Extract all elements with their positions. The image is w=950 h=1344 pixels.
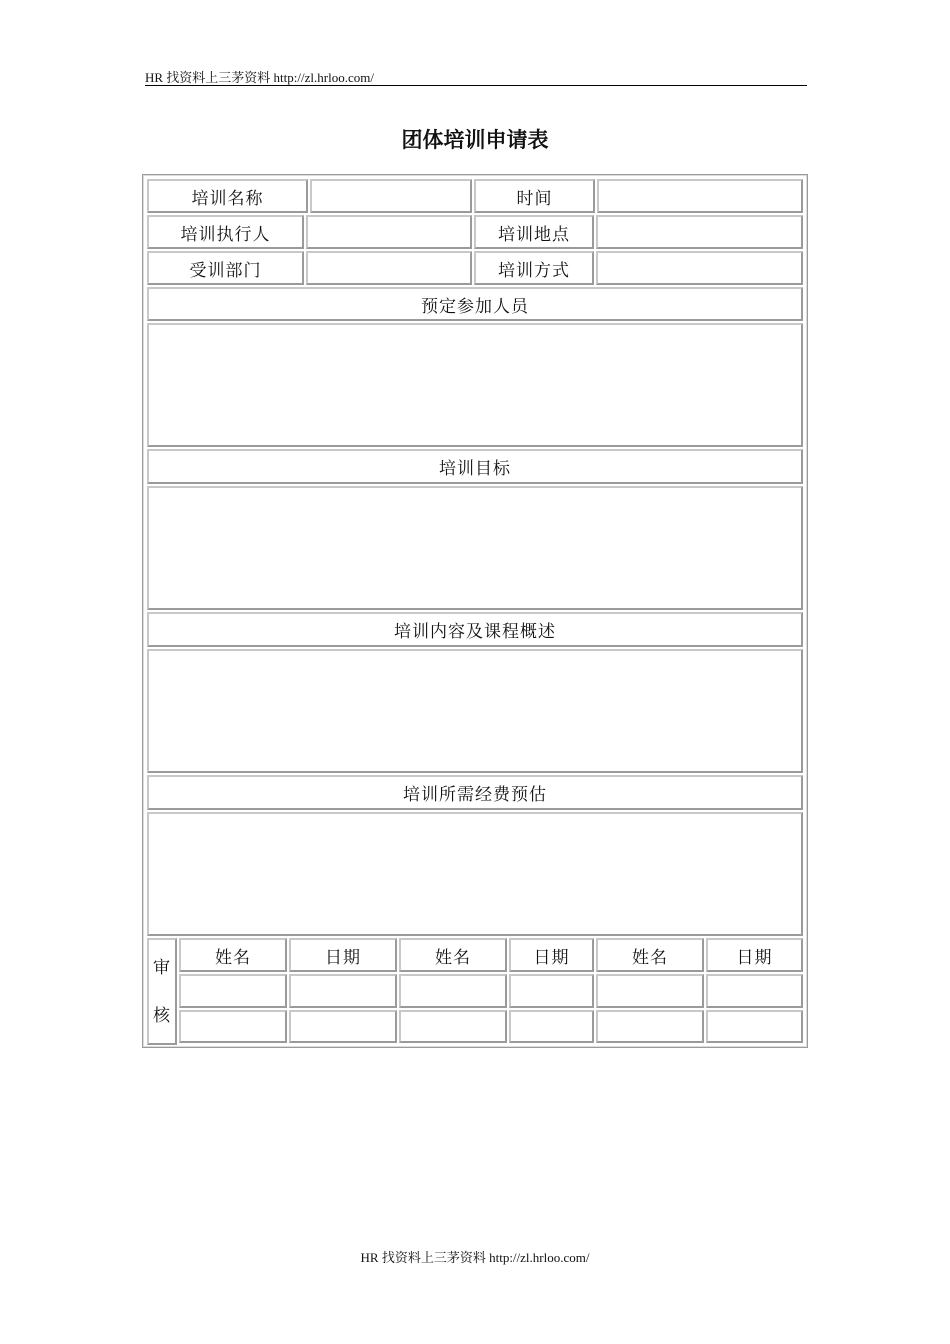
field-content[interactable] — [147, 649, 803, 773]
section-header-content: 培训内容及课程概述 — [147, 612, 803, 647]
review-header-name-3: 姓名 — [596, 938, 704, 972]
field-goals[interactable] — [147, 486, 803, 610]
review-label — [147, 938, 177, 1045]
review-header-name-2: 姓名 — [399, 938, 507, 972]
review-cell[interactable] — [179, 1010, 287, 1043]
review-cell[interactable] — [596, 1010, 704, 1043]
field-training-name[interactable] — [310, 179, 472, 213]
review-header-name-1: 姓名 — [179, 938, 287, 972]
review-cell[interactable] — [179, 974, 287, 1008]
review-cell[interactable] — [289, 1010, 397, 1043]
label-training-name: 培训名称 — [147, 179, 308, 213]
field-training-executor[interactable] — [306, 215, 472, 249]
review-cell[interactable] — [289, 974, 397, 1008]
section-header-budget: 培训所需经费预估 — [147, 775, 803, 810]
page-footer-text: HR 找资料上三茅资料 http://zl.hrloo.com/ — [360, 1250, 590, 1265]
section-header-goals: 培训目标 — [147, 449, 803, 484]
header-divider — [145, 85, 807, 86]
review-header-date-2: 日期 — [509, 938, 594, 972]
field-participants[interactable] — [147, 323, 803, 447]
label-training-location: 培训地点 — [474, 215, 594, 249]
review-cell[interactable] — [399, 1010, 507, 1043]
field-training-location[interactable] — [596, 215, 803, 249]
review-cell[interactable] — [596, 974, 704, 1008]
training-application-form — [142, 174, 808, 1048]
review-header-date-1: 日期 — [289, 938, 397, 972]
document-title: 团体培训申请表 — [401, 127, 549, 152]
review-cell[interactable] — [509, 1010, 594, 1043]
field-budget[interactable] — [147, 812, 803, 936]
review-cell[interactable] — [399, 974, 507, 1008]
label-training-executor: 培训执行人 — [147, 215, 304, 249]
field-training-method[interactable] — [596, 251, 803, 285]
section-header-participants: 预定参加人员 — [147, 287, 803, 321]
label-time: 时间 — [474, 179, 595, 213]
review-label-top: 审 — [153, 957, 171, 978]
review-cell[interactable] — [706, 1010, 803, 1043]
review-cell[interactable] — [706, 974, 803, 1008]
label-training-method: 培训方式 — [474, 251, 594, 285]
field-trainee-department[interactable] — [306, 251, 472, 285]
review-cell[interactable] — [509, 974, 594, 1008]
review-header-date-3: 日期 — [706, 938, 803, 972]
review-label-bottom: 核 — [153, 1005, 171, 1026]
page-header-text: HR 找资料上三茅资料 http://zl.hrloo.com/ — [145, 70, 374, 85]
label-trainee-department: 受训部门 — [147, 251, 304, 285]
field-time[interactable] — [597, 179, 803, 213]
